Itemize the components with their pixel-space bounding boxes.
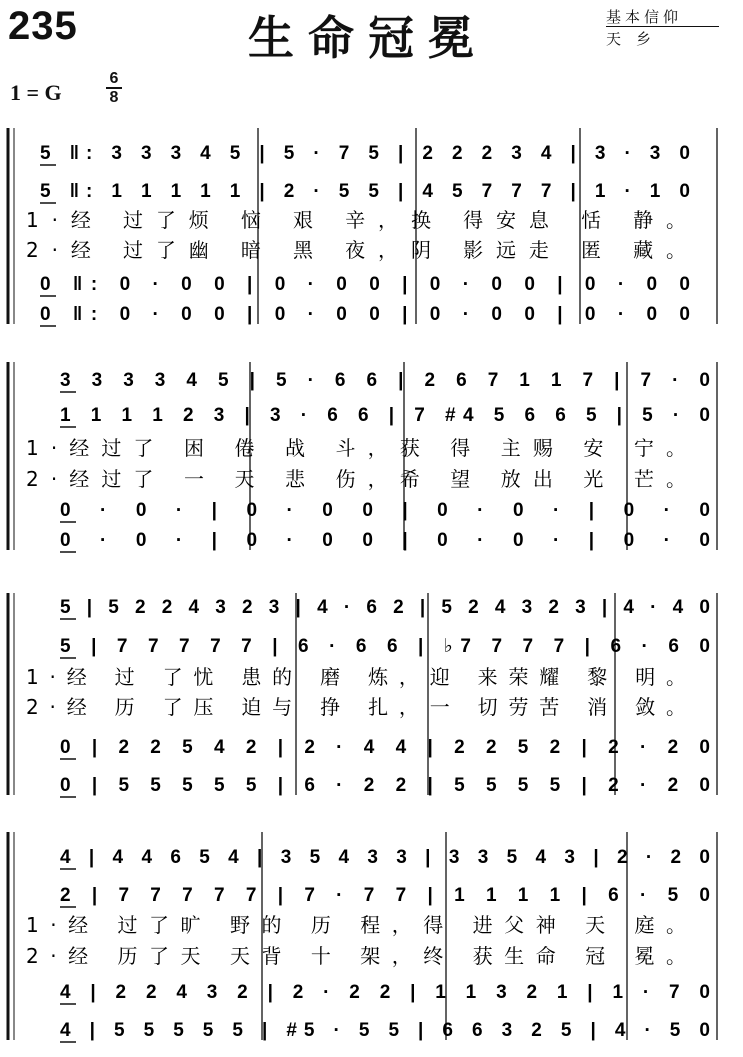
score-row-lyric2: 2·经 过了幽 暗 黑 夜，阴 影远走 匿 藏。: [26, 238, 686, 262]
score-row-soprano: 3 3 3 3 4 5 | 5 · 6 6 | 2 6 7 1 1 7 | 7 · 0: [60, 370, 710, 391]
score-row-lyric2: 2·经 历了天 天背 十 架，终 获生命 冠 冕。: [26, 944, 686, 968]
score-row-bass: 4 | 5 5 5 5 5 | #5 · 5 5 | 6 6 3 2 5 | 4 · 5 0: [60, 1020, 711, 1041]
score-row-soprano: 5 | 5 2 2 4 3 2 3 | 4 · 6 2 | 5 2 4 3 2 3 | 4 · 4 0: [60, 597, 710, 618]
song-number: 235: [8, 4, 78, 48]
system-4: [8, 832, 717, 1042]
key-signature: 1 = G: [10, 80, 62, 105]
score-row-tenor: 0 · 0 · | 0 · 0 0 | 0 · 0 · | 0 · 0: [60, 500, 711, 521]
score-row-alto: 5 | 7 7 7 7 7 | 6 · 6 6 | ♭7 7 7 7 | 6 · 6 0: [60, 636, 711, 657]
score-row-alto: 2 | 7 7 7 7 7 | 7 · 7 7 | 1 1 1 1 | 6 · 5 0: [60, 885, 710, 906]
time-signature-bottom: 8: [109, 89, 119, 106]
author-label: 天 乡: [606, 30, 652, 48]
category-label: 基本信仰: [606, 8, 683, 26]
system-3: [8, 593, 717, 797]
score-row-alto: 1 1 1 1 2 3 | 3 · 6 6 | 7 #4 5 6 6 5 | 5 · 0: [60, 405, 710, 426]
score-row-lyric1: 1·经 过 了忧 患的 磨 炼，迎 来荣耀 黎 明。: [26, 665, 687, 689]
time-signature-top: 6: [109, 70, 119, 87]
score-row-bass: 0 | 5 5 5 5 5 | 6 · 2 2 | 5 5 5 5 | 2 · 2 0: [60, 775, 710, 796]
score-row-tenor: 0 | 2 2 5 4 2 | 2 · 4 4 | 2 2 5 2 | 2 · 2 0: [60, 737, 710, 758]
score-row-bass: 0 · 0 · | 0 · 0 0 | 0 · 0 · | 0 · 0: [60, 530, 711, 551]
system-1: [8, 128, 717, 326]
score-row-bass: 0 ‖: 0 · 0 0 | 0 · 0 0 | 0 · 0 0 | 0 · 0 0: [40, 304, 691, 325]
score-row-alto: 5 ‖: 1 1 1 1 1 | 2 · 5 5 | 4 5 7 7 7 | 1 · 1 0: [40, 181, 690, 202]
system-2: [8, 362, 717, 552]
score-row-soprano: 4 | 4 4 6 5 4 | 3 5 4 3 3 | 3 3 5 4 3 | 2 · 2 0: [60, 847, 710, 868]
score-row-lyric1: 1·经 过了烦 恼 艰 辛，换 得安息 恬 静。: [26, 208, 686, 232]
score-row-lyric2: 2·经过了 一 天 悲 伤，希 望 放出 光 芒。: [26, 467, 686, 491]
song-title: 生命冠冕: [248, 11, 488, 65]
score-row-lyric1: 1·经 过了旷 野的 历 程，得 进父神 天 庭。: [26, 913, 686, 937]
score-row-tenor: 4 | 2 2 4 3 2 | 2 · 2 2 | 1 1 3 2 1 | 1 · 7 0: [60, 982, 710, 1003]
score-row-tenor: 0 ‖: 0 · 0 0 | 0 · 0 0 | 0 · 0 0 | 0 · 0 0: [40, 274, 691, 295]
score-row-lyric2: 2·经 历 了压 迫与 挣 扎，一 切劳苦 消 敛。: [26, 695, 687, 719]
score-row-lyric1: 1·经过了 困 倦 战 斗，获 得 主赐 安 宁。: [26, 436, 686, 460]
score-row-soprano: 5 ‖: 3 3 3 4 5 | 5 · 7 5 | 2 2 2 3 4 | 3 · 3 0: [40, 143, 690, 164]
